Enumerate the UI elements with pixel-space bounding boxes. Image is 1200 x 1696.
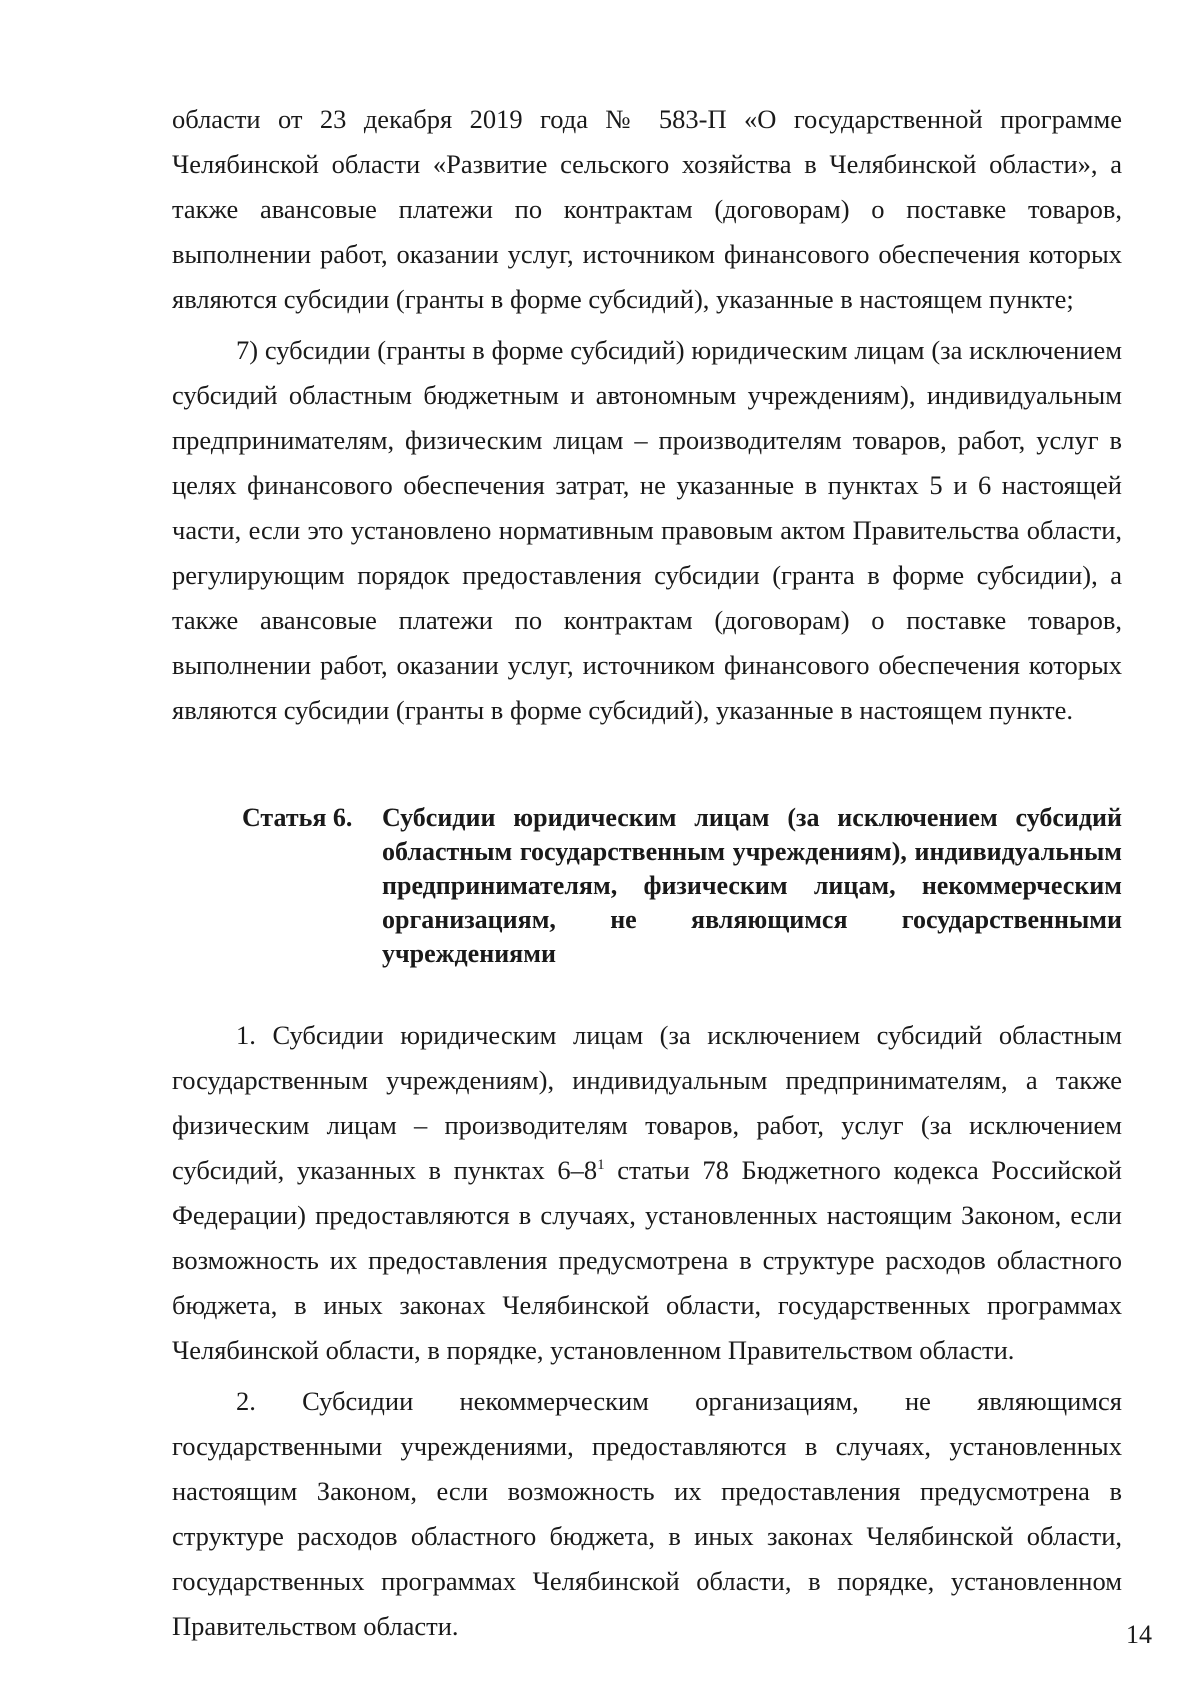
paragraph-1	[172, 1013, 1122, 1373]
article-title: Субсидии юридическим лицам (за исключением субсидий областным государственным учреждениям), индивидуальным предпринимателям, физическим лицам, некоммерческим организациям, не являющимся государственными учреждениями	[382, 803, 1122, 968]
page-number: 14	[1126, 1620, 1152, 1649]
superscript: 1	[597, 1157, 605, 1173]
paragraph-continuation: области от 23 декабря 2019 года № 583-П «О государственной программе Челябинской области «Развитие сельского хозяйства в Челябинской области», а также авансовые платежи по контрактам (договорам) о поставке товаров, выполнении работ, оказании услуг, источником финансового обеспечения которых являются субсидии (гранты в форме субсидий), указанные в настоящем пункте;	[172, 104, 1122, 314]
paragraph-2: 2. Субсидии некоммерческим организациям, не являющимся государственными учреждениями, предоставляются в случаях, установленных настоящим Законом, если возможность их предоставления предусмотрена в структуре расходов областного бюджета, в иных законах Челябинской области, государственных программах Челябинской области, в порядке, установленном Правительством области.	[172, 1386, 1122, 1641]
article-number: Статья 6.	[242, 803, 353, 832]
document-body	[172, 97, 1122, 1649]
paragraph-item-7: 7) субсидии (гранты в форме субсидий) юридическим лицам (за исключением субсидий областным бюджетным и автономным учреждениям), индивидуальным предпринимателям, физическим лицам – производителям товаров, работ, услуг в целях финансового обеспечения затрат, не указанные в пунктах 5 и 6 настоящей части, если это установлено нормативным правовым актом Правительства области, регулирующим порядок предоставления субсидии (гранта в форме субсидии), а также авансовые платежи по контрактам (договорам) о поставке товаров, выполнении работ, оказании услуг, источником финансового обеспечения которых являются субсидии (гранты в форме субсидий), указанные в настоящем пункте.	[172, 335, 1122, 725]
paragraph-1-text-a: 1. Субсидии юридическим лицам (за исключением субсидий областным государственным учреждениям), индивидуальным предпринимателям, а также физическим лицам – производителям товаров, работ, услуг (за исключением субсидий, указанных в пунктах 6–8	[172, 1020, 1122, 1185]
article-heading	[172, 801, 1122, 971]
paragraph-1-text-b: статьи 78 Бюджетного кодекса Российской Федерации) предоставляются в случаях, установленных настоящим Законом, если возможность их предоставления предусмотрена в структуре расходов областного бюджета, в иных законах Челябинской области, государственных программах Челябинской области, в порядке, установленном Правительством области.	[172, 1155, 1122, 1365]
